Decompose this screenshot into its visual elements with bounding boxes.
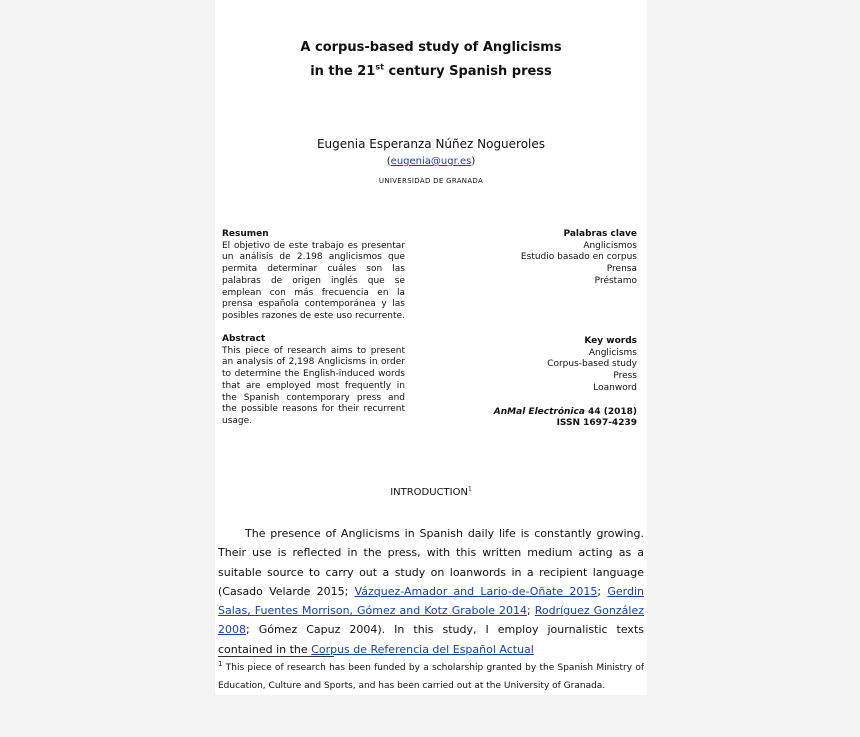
palabra-clave-item: Prensa (606, 264, 637, 275)
paper-page (215, 0, 647, 695)
palabras-clave-heading: Palabras clave (563, 229, 637, 239)
key-words-heading: Key words (584, 336, 637, 346)
key-word-item: Corpus-based study (547, 359, 637, 370)
paper-title-line-1: A corpus-based study of Anglicisms (300, 40, 562, 55)
author-name: Eugenia Esperanza Núñez Nogueroles (316, 137, 546, 151)
corpus-link[interactable]: Corpus de Referencia del Español Actual (311, 642, 534, 656)
palabra-clave-item: Estudio basado en corpus (520, 252, 637, 263)
introduction-paragraph (218, 524, 644, 659)
introduction-footnote-mark: 1 (467, 485, 472, 493)
title-superscript: st (375, 62, 384, 72)
body-separator: ; (597, 584, 608, 598)
author-email-line (215, 156, 647, 167)
body-separator: ; (527, 604, 535, 618)
footnote-text: This piece of research has been funded by a scholarship granted by the Spanish Ministry of Education, Culture and Sports, and has been carried out at the University of Granada. (218, 663, 644, 691)
title-line-2-pre: in the 21 (310, 64, 376, 79)
resumen-heading: Resumen (222, 229, 269, 239)
author-affiliation: UNIVERSIDAD DE GRANADA (378, 177, 484, 185)
footnote-mark: 1 (218, 660, 223, 668)
citation-link[interactable]: Vázquez-Amador and Lario-de-Oñate 2015 (354, 584, 598, 598)
palabras-clave-block (437, 229, 637, 288)
footnote (218, 660, 644, 695)
journal-info (437, 407, 637, 419)
resumen-text: El objetivo de este trabajo es presentar un análisis de 2.198 anglicismos que permita determinar cuáles son las palabras de origen inglés que se emplean con más frecuencia en la prensa española contemporánea y las posibles razones de este uso recurrente. (222, 240, 405, 321)
key-word-item: Press (613, 371, 637, 382)
section-heading-introduction (215, 487, 647, 498)
footnote-rule (218, 656, 334, 657)
email-close-paren: ) (471, 156, 476, 167)
palabra-clave-item: Préstamo (594, 275, 637, 286)
journal-name: AnMal Electrónica (493, 406, 585, 417)
abstract-heading: Abstract (222, 334, 266, 344)
title-line-2-post: century Spanish press (383, 64, 552, 79)
introduction-heading: INTRODUCTION (390, 487, 468, 498)
journal-issn: ISSN 1697-4239 (556, 418, 637, 429)
abstract-block (222, 334, 405, 428)
key-word-item: Anglicisms (588, 347, 637, 358)
body-text-2: ; Gómez Capuz 2004). In this study, I employ journalistic texts contained in the (218, 623, 644, 656)
key-words-block (437, 336, 637, 430)
body-text-1: The presence of Anglicisms in Spanish daily life is constantly growing. Their use is reflected in the press, with this written medium acting as a suitable source to carry out a study on loanwords in a recipient language (Casado Velarde 2015; (218, 527, 644, 598)
palabra-clave-item: Anglicismos (583, 240, 637, 251)
author-email-link[interactable]: eugenia@ugr.es (390, 156, 472, 167)
key-word-item: Loanword (593, 382, 637, 393)
paper-title-line-2 (215, 64, 647, 79)
email-open-paren: ( (386, 156, 391, 167)
citation-link[interactable]: Gerdin Salas, Fuentes Morrison, Gómez and Kotz Grabole 2014 (218, 584, 644, 618)
citation-link[interactable]: Rodríguez González 2008 (218, 604, 644, 637)
resumen-block (222, 229, 405, 323)
journal-issue: 44 (2018) (584, 406, 637, 417)
abstract-text: This piece of research aims to present an analysis of 2,198 Anglicisms in order to determine the English-induced words that are employed most frequently in the Spanish contemporary press and the possible reasons for their recurrent usage. (222, 345, 405, 426)
